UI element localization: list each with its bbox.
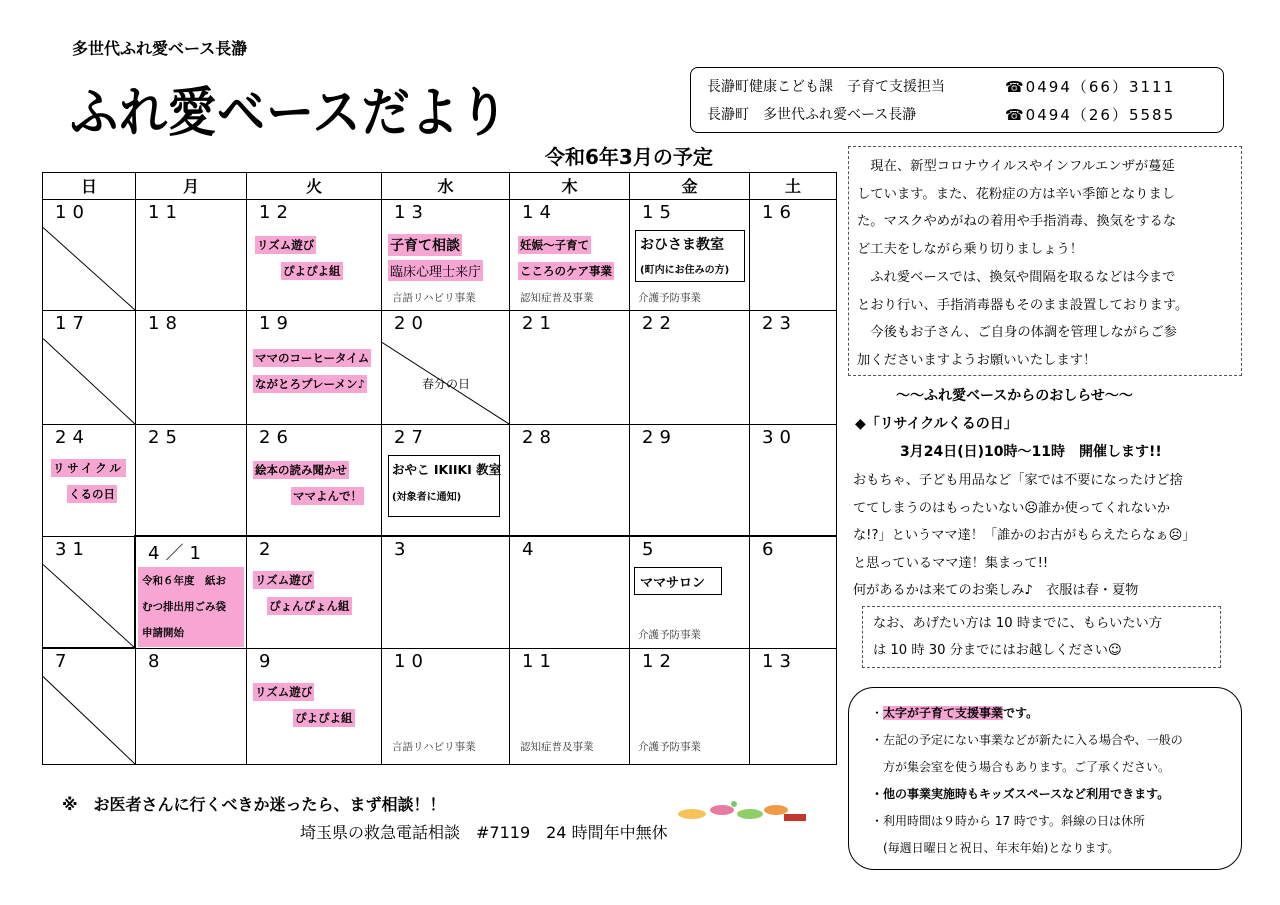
event-sublabel: (対象者に通知) — [392, 492, 462, 503]
day-cell — [381, 424, 510, 537]
day-number: 21 — [522, 313, 557, 334]
newsletter-title: ふれ愛ベースだより — [70, 82, 509, 144]
legend-line: ・左記の予定にない事業などが新たに入る場合や、一般の — [871, 733, 1183, 747]
day-cell — [42, 648, 136, 765]
day-cell — [629, 199, 750, 311]
contact-box — [690, 67, 1224, 133]
day-number: 18 — [148, 313, 183, 334]
weekday-thu: 木 — [509, 172, 630, 200]
day-number: 20 — [394, 313, 429, 334]
holiday-label: 春分の日 — [422, 377, 471, 391]
month-title: 令和6年3月の予定 — [545, 145, 713, 169]
notice-line: しています。また、花粉症の方は辛い季節となりまし — [857, 186, 1176, 202]
day-number: 12 — [642, 651, 677, 672]
time-note-line: は 10 時 30 分までにはお越しください☺ — [873, 643, 1122, 658]
day-number: 9 — [259, 651, 277, 672]
day-cell — [749, 310, 837, 425]
event-box — [635, 230, 745, 282]
day-cell — [509, 424, 630, 537]
day-cell — [135, 536, 247, 649]
event-label: ママサロン — [640, 576, 706, 591]
day-number: 10 — [394, 651, 429, 672]
weekday-wed: 水 — [381, 172, 510, 200]
notice-line: 現在、新型コロナウイルスやインフルエンザが蔓延 — [857, 159, 1175, 174]
event-label: ぴよぴよ組 — [283, 264, 341, 278]
legend-line: ・利用時間は９時から 17 時です。斜線の日は休所 — [871, 814, 1145, 828]
recycle-date: 3月24日(日)10時～11時 開催します!! — [900, 444, 1162, 460]
event-note: 認知症普及事業 — [520, 741, 594, 753]
weekday-tue: 火 — [246, 172, 382, 200]
day-cell — [246, 199, 382, 311]
day-cell — [509, 199, 630, 311]
day-number: 17 — [55, 313, 90, 334]
event-label: 子育て相談 — [388, 234, 462, 256]
notice-line: ど工夫をしながら乗り切りましょう！ — [857, 242, 1084, 258]
day-number: 22 — [642, 313, 677, 334]
event-label: ママよんで！ — [293, 489, 362, 503]
event-sublabel: (町内にお住みの方) — [640, 265, 730, 276]
event-box — [634, 567, 722, 595]
event-note: 介護予防事業 — [638, 741, 701, 753]
bullet-marker: ・ — [871, 706, 884, 720]
day-cell — [749, 648, 837, 765]
recycle-line: な!?」というママ達！「誰かのお古がもらえたらなぁ☹」 — [853, 528, 1196, 543]
event-label: ぴよぴよ組 — [295, 711, 353, 725]
day-number: 23 — [762, 313, 797, 334]
event-label: 臨床心理士来庁 — [388, 260, 483, 281]
recycle-line: ててしまうのはもったいない☹誰か使ってくれないか — [853, 500, 1171, 516]
day-number: 4／1 — [148, 543, 207, 564]
event-label: リズム遊び — [255, 685, 313, 699]
notice-line: とおり行い、手指消毒器もそのまま設置しております。 — [857, 297, 1189, 313]
legend-line: 方が集会室を使う場合もあります。ご了承ください。 — [871, 760, 1171, 774]
event-note: 言語リハビリ事業 — [392, 741, 476, 753]
legend-highlight: 太字が子育て支援事業 — [883, 706, 1004, 720]
day-cell — [509, 536, 630, 649]
weekday-fri: 金 — [629, 172, 750, 200]
day-cell — [749, 199, 837, 311]
day-number: 30 — [762, 427, 797, 448]
recycle-line: と思っているママ達！集まって!! — [853, 555, 1049, 571]
day-number: 31 — [55, 539, 90, 560]
notice-line: た。マスクやめがねの着用や手指消毒、換気をするな — [857, 214, 1177, 230]
day-cell — [135, 424, 247, 537]
contact-row — [707, 76, 1176, 96]
legend-box — [848, 687, 1242, 870]
day-cell — [749, 536, 837, 649]
day-number: 29 — [642, 427, 677, 448]
day-cell — [135, 310, 247, 425]
recycle-heading: ◆「リサイクルくるの日」 — [855, 416, 1018, 432]
event-label: ぴょんぴょん組 — [269, 599, 350, 613]
info-title: ～～ふれ愛ベースからのおしらせ～～ — [896, 388, 1133, 404]
contact-org: 長瀞町 多世代ふれ愛ベース長瀞 — [707, 107, 917, 123]
day-number: 11 — [148, 202, 183, 223]
legend-highlight-suffix: です。 — [1003, 706, 1039, 720]
day-cell — [42, 536, 136, 649]
recycle-description — [853, 467, 1243, 605]
day-cell — [381, 199, 510, 311]
day-cell — [381, 536, 510, 649]
day-cell — [246, 310, 382, 425]
legend-line — [871, 700, 1229, 727]
event-note: 介護予防事業 — [638, 629, 701, 641]
contact-phone: ☎0494（66）3111 — [1005, 78, 1176, 96]
day-cell — [246, 648, 382, 765]
day-cell — [629, 536, 750, 649]
day-number: 26 — [259, 427, 294, 448]
day-cell — [629, 424, 750, 537]
event-label: 絵本の読み聞かせ — [255, 463, 347, 477]
day-cell — [749, 424, 837, 537]
recycle-line: 何があるかは来てのお楽しみ♪ 衣服は春・夏物 — [853, 583, 1139, 598]
weekday-sat: 土 — [749, 172, 837, 200]
day-cell — [42, 424, 136, 537]
recycle-line: おもちゃ、子ども用品など「家では不要になったけど捨 — [853, 473, 1183, 488]
day-number: 19 — [259, 313, 294, 334]
event-box — [388, 455, 500, 517]
day-cell — [246, 424, 382, 537]
notice-box — [848, 146, 1242, 376]
weekday-sun: 日 — [42, 172, 136, 200]
notice-line: ふれ愛ベースでは、換気や間隔を取るなどは今まで — [857, 269, 1176, 285]
contact-org: 長瀞町健康こども課 子育て支援担当 — [707, 79, 945, 95]
day-cell — [509, 310, 630, 425]
time-note-line: なお、あげたい方は 10 時までに、もらいたい方 — [873, 616, 1162, 631]
event-label: おひさま教室 — [640, 237, 724, 253]
event-label: むつ排出用ごみ袋 — [142, 601, 226, 613]
month-boundary-line — [134, 535, 136, 648]
day-cell — [509, 648, 630, 765]
day-number: 13 — [394, 202, 429, 223]
day-number: 16 — [762, 202, 797, 223]
event-label: 申請開始 — [142, 627, 184, 639]
day-number: 2 — [259, 539, 277, 560]
day-number: 12 — [259, 202, 294, 223]
calendar — [42, 172, 837, 765]
day-cell — [135, 648, 247, 765]
day-cell — [381, 310, 510, 425]
contact-row — [707, 104, 1176, 124]
notice-line: 加くださいますようお願いいたします！ — [857, 352, 1097, 368]
day-number: 6 — [762, 539, 780, 560]
legend-line: (毎週日曜日と祝日、年末年始)となります。 — [871, 841, 1120, 855]
month-boundary-line — [42, 647, 136, 649]
day-number: 14 — [522, 202, 557, 223]
event-label: こころのケア事業 — [520, 264, 612, 278]
month-boundary-line — [135, 535, 837, 537]
day-cell — [629, 648, 750, 765]
day-number: 25 — [148, 427, 183, 448]
event-label: リサイクル — [53, 461, 124, 475]
day-number: 7 — [55, 651, 73, 672]
event-label: ママのコーヒータイム — [255, 351, 370, 365]
day-number: 10 — [55, 202, 90, 223]
contact-phone: ☎0494（26）5585 — [1005, 106, 1176, 124]
event-note: 言語リハビリ事業 — [392, 292, 476, 304]
event-label: ながとろプレーメン♪ — [255, 377, 365, 391]
subtitle: 多世代ふれ愛ベース長瀞 — [72, 39, 248, 58]
time-note-box — [862, 606, 1221, 668]
day-number: 4 — [522, 539, 540, 560]
day-number: 24 — [55, 427, 90, 448]
day-number: 28 — [522, 427, 557, 448]
day-cell — [629, 310, 750, 425]
day-number: 8 — [148, 651, 166, 672]
day-number: 13 — [762, 651, 797, 672]
day-cell — [135, 199, 247, 311]
food-illustration-icon — [672, 796, 812, 826]
event-label: リズム遊び — [257, 238, 315, 252]
day-number: 15 — [642, 202, 677, 223]
legend-line: ・他の事業実施時もキッズスペースなど利用できます。 — [871, 787, 1170, 801]
footer-hotline-line: 埼玉県の救急電話相談 #7119 24 時間年中無休 — [300, 823, 668, 842]
event-label: リズム遊び — [255, 573, 313, 587]
day-cell — [42, 310, 136, 425]
event-label: おやこ IKIIKI 教室 — [392, 462, 502, 477]
event-label: 妊娠～子育て — [520, 238, 589, 252]
day-cell — [42, 199, 136, 311]
weekday-mon: 月 — [135, 172, 247, 200]
event-note: 認知症普及事業 — [520, 292, 594, 304]
event-label: 令和６年度 紙お — [142, 575, 226, 587]
day-cell — [246, 536, 382, 649]
day-number: 3 — [394, 539, 412, 560]
day-number: 27 — [394, 427, 429, 448]
event-label: くるの日 — [69, 487, 115, 501]
day-cell — [381, 648, 510, 765]
footer-consult-line: ※ お医者さんに行くべきか迷ったら、まず相談！！ — [62, 795, 446, 814]
event-note: 介護予防事業 — [638, 292, 701, 304]
day-number: 5 — [642, 539, 660, 560]
day-number: 11 — [522, 651, 557, 672]
notice-line: 今後もお子さん、ご自身の体調を管理しながらご参 — [857, 325, 1177, 341]
